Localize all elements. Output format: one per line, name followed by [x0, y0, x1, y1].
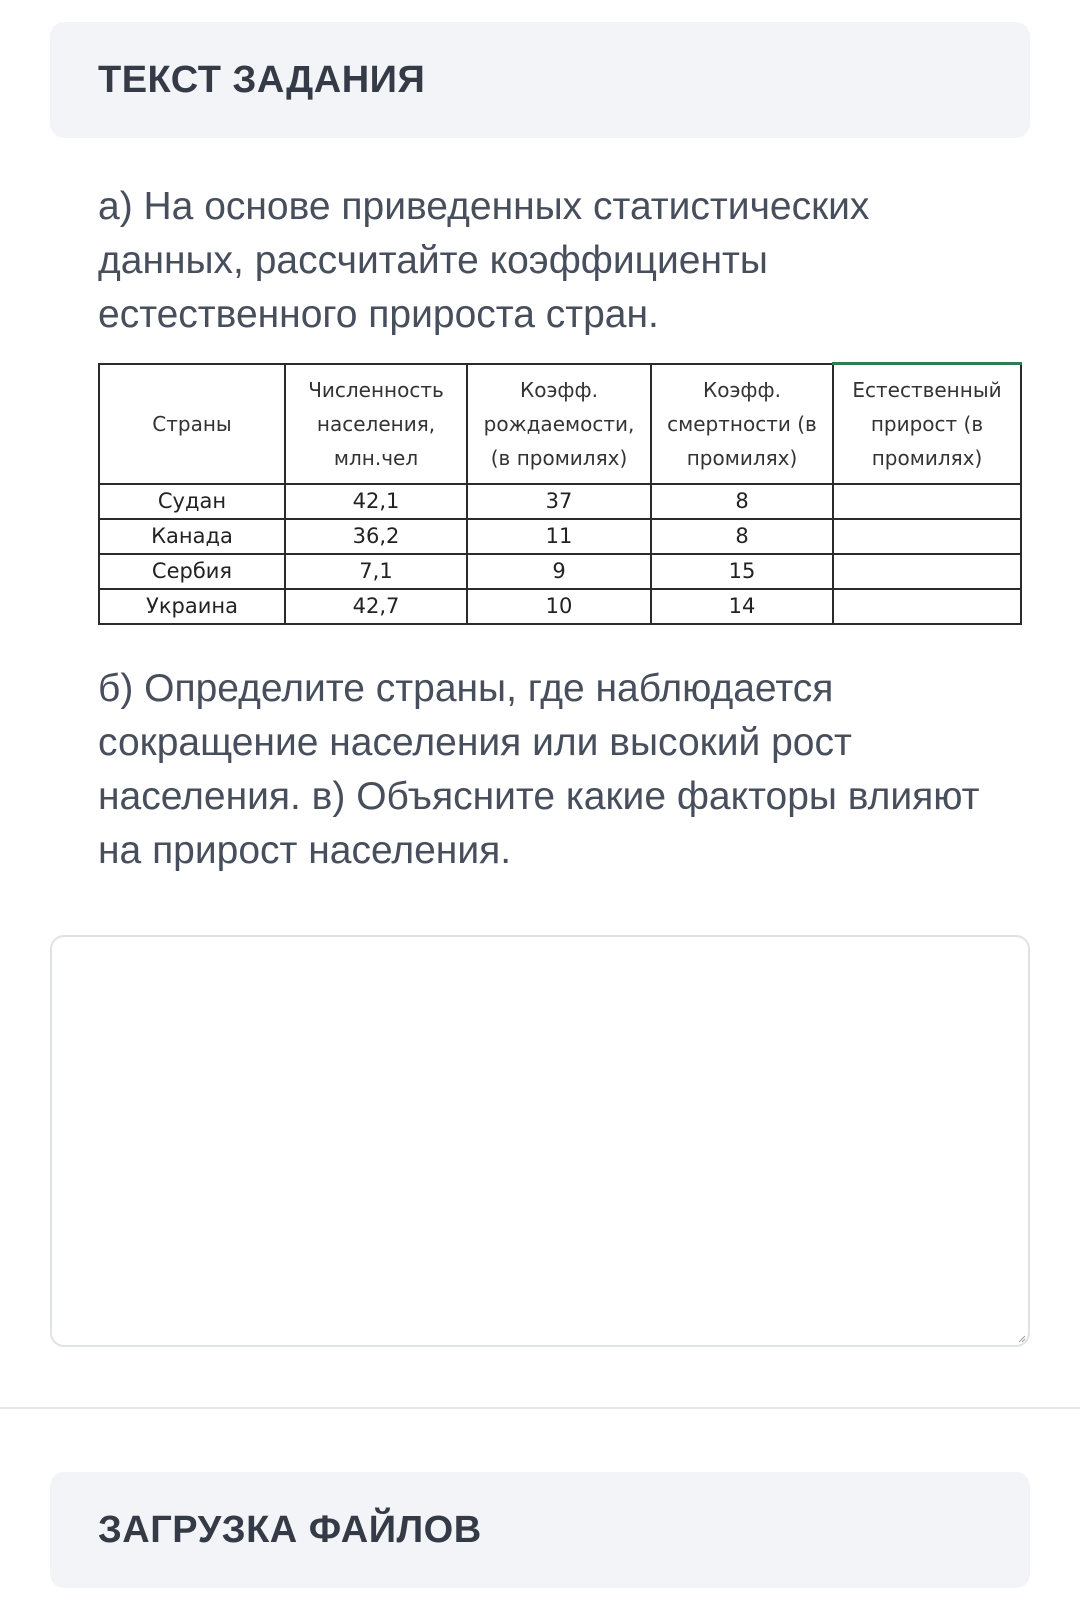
- upload-section-title: ЗАГРУЗКА ФАЙЛОВ: [98, 1508, 482, 1551]
- table-cell: [833, 554, 1021, 589]
- section-divider: [0, 1407, 1080, 1409]
- table-cell: [833, 519, 1021, 554]
- table-cell: 10: [467, 589, 651, 624]
- table-cell: 37: [467, 484, 651, 519]
- table-cell: 8: [651, 484, 833, 519]
- statistics-table: [98, 362, 1002, 624]
- table-row: [99, 554, 1021, 589]
- table-row: [99, 589, 1021, 624]
- task-section-header: [50, 22, 1030, 138]
- table-header-cell: Коэфф. рождаемости, (в промилях): [467, 364, 651, 485]
- table-cell: 42,1: [285, 484, 467, 519]
- table-header-cell: Естественный прирост (в промилях): [833, 364, 1021, 485]
- task-paragraph-b: б) Определите страны, где наблюдается сокращение населения или высокий рост населения. в) Объясните какие факторы влияют на прирост населения.: [98, 667, 980, 872]
- upload-section-header: [50, 1472, 1030, 1588]
- resize-handle-icon[interactable]: [1018, 1335, 1026, 1343]
- table-cell: 14: [651, 589, 833, 624]
- table-cell: 9: [467, 554, 651, 589]
- table-cell: 8: [651, 519, 833, 554]
- table-header-cell: Коэфф. смертности (в промилях): [651, 364, 833, 485]
- table-cell: 36,2: [285, 519, 467, 554]
- table-row: [99, 519, 1021, 554]
- table-cell: Канада: [99, 519, 285, 554]
- table-cell: Сербия: [99, 554, 285, 589]
- table-cell: Судан: [99, 484, 285, 519]
- table-header-cell: Численность населения, млн.чел: [285, 364, 467, 485]
- table-header-cell: Страны: [99, 364, 285, 485]
- task-paragraph-a: а) На основе приведенных статистических данных, рассчитайте коэффициенты естественного прироста стран.: [98, 185, 870, 336]
- table-header-row: [99, 364, 1021, 485]
- task-section-title: ТЕКСТ ЗАДАНИЯ: [98, 58, 426, 101]
- table-cell: 15: [651, 554, 833, 589]
- table-row: [99, 484, 1021, 519]
- table-cell: 11: [467, 519, 651, 554]
- table-cell: Украина: [99, 589, 285, 624]
- table-cell: 7,1: [285, 554, 467, 589]
- table-cell: [833, 589, 1021, 624]
- table-cell: [833, 484, 1021, 519]
- answer-textarea[interactable]: [50, 935, 1030, 1347]
- table-cell: 42,7: [285, 589, 467, 624]
